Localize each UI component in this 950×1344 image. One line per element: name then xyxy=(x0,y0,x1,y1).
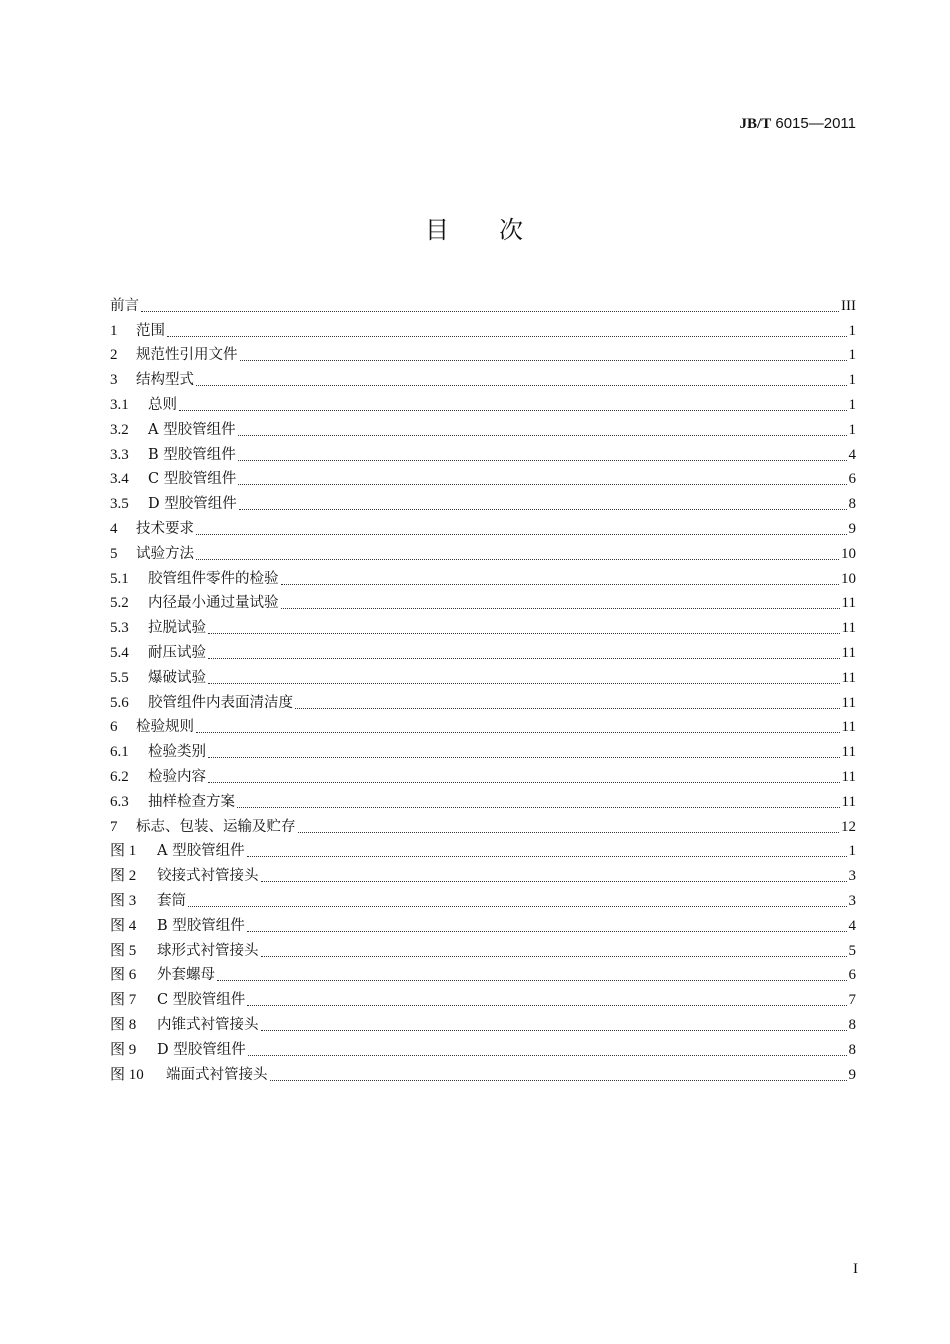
toc-entry-page: 11 xyxy=(841,793,856,810)
toc-entry-label: 抽样检查方案 xyxy=(148,793,235,810)
toc-leader-dots xyxy=(208,743,840,758)
toc-entry-page: 1 xyxy=(848,372,856,389)
toc-entry-label: 外套螺母 xyxy=(157,967,215,984)
page-number: I xyxy=(853,1261,858,1277)
toc-entry-label: A 型胶管组件 xyxy=(157,843,245,860)
toc-leader-dots xyxy=(261,1016,847,1031)
toc-entry[interactable] xyxy=(110,538,856,563)
toc-entry-page: 1 xyxy=(848,322,856,339)
toc-entry[interactable] xyxy=(110,761,856,786)
toc-entry[interactable] xyxy=(110,1059,856,1084)
toc-entry-page: 1 xyxy=(848,421,856,438)
toc-leader-dots xyxy=(240,346,847,361)
toc-entry-label: 规范性引用文件 xyxy=(136,347,238,364)
toc-entry-label: 胶管组件内表面清洁度 xyxy=(148,694,293,711)
toc-entry-label: 端面式衬管接头 xyxy=(166,1066,268,1083)
toc-entry-page: 3 xyxy=(848,892,856,909)
toc-entry-number: 图 1 xyxy=(110,843,137,860)
toc-entry[interactable] xyxy=(110,637,856,662)
toc-entry-page: 4 xyxy=(848,917,856,934)
toc-entry[interactable] xyxy=(110,935,856,960)
toc-entry-number: 3.1 xyxy=(110,396,129,413)
toc-entry-number: 5.2 xyxy=(110,595,129,612)
toc-entry-label: 套筒 xyxy=(157,892,186,909)
toc-entry[interactable] xyxy=(110,439,856,464)
toc-entry-label: 内径最小通过量试验 xyxy=(148,595,279,612)
toc-leader-dots xyxy=(208,669,840,684)
toc-entry[interactable] xyxy=(110,910,856,935)
toc-entry-page: 4 xyxy=(848,446,856,463)
toc-leader-dots xyxy=(247,991,846,1006)
toc-entry-label: C 型胶管组件 xyxy=(157,992,246,1009)
toc-entry-page: 10 xyxy=(841,570,856,587)
toc-entry-number: 3.5 xyxy=(110,496,129,513)
toc-leader-dots xyxy=(237,793,840,808)
toc-entry-page: 8 xyxy=(848,496,856,513)
toc-entry-label: 前言 xyxy=(110,297,139,314)
toc-entry-label: A 型胶管组件 xyxy=(148,421,236,438)
toc-entry-number: 7 xyxy=(110,818,118,835)
toc-entry-number: 5 xyxy=(110,545,118,562)
page-title-part-1: 目 xyxy=(425,216,451,244)
toc-entry-page: 6 xyxy=(848,471,856,488)
toc-leader-dots xyxy=(208,768,840,783)
toc-entry-number: 6.3 xyxy=(110,793,129,810)
toc-entry-label: 检验类别 xyxy=(148,744,206,761)
toc-entry[interactable] xyxy=(110,811,856,836)
toc-leader-dots xyxy=(188,892,847,907)
toc-entry[interactable] xyxy=(110,414,856,439)
toc-leader-dots xyxy=(208,644,840,659)
toc-entry[interactable] xyxy=(110,340,856,365)
toc-entry-number: 图 3 xyxy=(110,892,137,909)
toc-entry-number: 1 xyxy=(110,322,118,339)
toc-leader-dots xyxy=(217,966,847,981)
toc-entry[interactable] xyxy=(110,290,856,315)
toc-leader-dots xyxy=(238,470,846,485)
toc-entry-label: 技术要求 xyxy=(136,520,194,537)
toc-leader-dots xyxy=(298,818,840,833)
toc-entry-label: D 型胶管组件 xyxy=(157,1041,246,1058)
toc-entry-label: 球形式衬管接头 xyxy=(157,942,259,959)
toc-entry[interactable] xyxy=(110,464,856,489)
toc-entry-page: 6 xyxy=(848,967,856,984)
toc-leader-dots xyxy=(208,619,840,634)
toc-entry[interactable] xyxy=(110,687,856,712)
toc-entry-number: 2 xyxy=(110,347,118,364)
toc-leader-dots xyxy=(261,867,847,882)
toc-entry[interactable] xyxy=(110,960,856,985)
toc-entry[interactable] xyxy=(110,860,856,885)
toc-entry-page: III xyxy=(841,297,856,314)
toc-entry-page: 11 xyxy=(841,595,856,612)
toc-entry-page: 8 xyxy=(848,1041,856,1058)
toc-leader-dots xyxy=(247,917,847,932)
toc-entry[interactable] xyxy=(110,513,856,538)
toc-leader-dots xyxy=(196,520,847,535)
toc-entry-number: 图 2 xyxy=(110,868,137,885)
toc-leader-dots xyxy=(281,570,840,585)
toc-entry-label: 拉脱试验 xyxy=(148,620,206,637)
page-title xyxy=(0,215,950,245)
toc-leader-dots xyxy=(261,942,847,957)
toc-entry-label: 爆破试验 xyxy=(148,669,206,686)
toc-entry-number: 4 xyxy=(110,520,118,537)
toc-entry-label: B 型胶管组件 xyxy=(148,446,236,463)
toc-entry[interactable] xyxy=(110,563,856,588)
toc-leader-dots xyxy=(167,322,847,337)
toc-entry[interactable] xyxy=(110,1009,856,1034)
toc-leader-dots xyxy=(281,594,840,609)
toc-leader-dots xyxy=(196,545,839,560)
toc-entry-page: 8 xyxy=(848,1016,856,1033)
table-of-contents xyxy=(110,290,856,1084)
toc-entry-page: 5 xyxy=(848,942,856,959)
toc-entry-label: 结构型式 xyxy=(136,372,194,389)
toc-entry-label: 耐压试验 xyxy=(148,644,206,661)
toc-entry-number: 3 xyxy=(110,372,118,389)
toc-leader-dots xyxy=(239,495,847,510)
toc-entry-number: 图 8 xyxy=(110,1016,137,1033)
toc-leader-dots xyxy=(238,446,847,461)
toc-entry[interactable] xyxy=(110,488,856,513)
toc-entry-number: 5.4 xyxy=(110,644,129,661)
toc-entry[interactable] xyxy=(110,712,856,737)
toc-entry[interactable] xyxy=(110,612,856,637)
toc-entry-number: 图 9 xyxy=(110,1041,137,1058)
toc-entry-number: 图 4 xyxy=(110,917,137,934)
toc-entry-page: 10 xyxy=(841,545,856,562)
toc-leader-dots xyxy=(295,694,840,709)
toc-entry-page: 11 xyxy=(841,719,856,736)
toc-leader-dots xyxy=(179,396,847,411)
toc-leader-dots xyxy=(196,718,840,733)
toc-entry-page: 1 xyxy=(848,347,856,364)
toc-entry-page: 9 xyxy=(848,520,856,537)
toc-entry-page: 11 xyxy=(841,644,856,661)
toc-leader-dots xyxy=(248,1041,847,1056)
toc-entry-label: 内锥式衬管接头 xyxy=(157,1016,259,1033)
toc-entry-label: 胶管组件零件的检验 xyxy=(148,570,279,587)
page-title-part-2: 次 xyxy=(499,216,525,244)
toc-entry-number: 3.2 xyxy=(110,421,129,438)
toc-entry-number: 图 6 xyxy=(110,967,137,984)
toc-entry[interactable] xyxy=(110,786,856,811)
toc-entry-number: 5.1 xyxy=(110,570,129,587)
toc-entry-label: 范围 xyxy=(136,322,165,339)
toc-entry-number: 3.3 xyxy=(110,446,129,463)
toc-entry-label: C 型胶管组件 xyxy=(148,471,237,488)
toc-entry-number: 5.6 xyxy=(110,694,129,711)
standard-code xyxy=(740,115,856,133)
toc-leader-dots xyxy=(247,842,847,857)
toc-entry-label: 检验规则 xyxy=(136,719,194,736)
toc-leader-dots xyxy=(196,371,847,386)
toc-entry-page: 11 xyxy=(841,620,856,637)
standard-code-prefix: JB/T xyxy=(739,116,772,132)
toc-entry[interactable] xyxy=(110,736,856,761)
toc-entry-number: 图 10 xyxy=(110,1066,144,1083)
toc-leader-dots xyxy=(238,421,847,436)
toc-entry-number: 图 5 xyxy=(110,942,137,959)
toc-entry-page: 11 xyxy=(841,744,856,761)
toc-entry-number: 6 xyxy=(110,719,118,736)
toc-entry-label: 标志、包装、运输及贮存 xyxy=(136,818,296,835)
toc-entry-label: 试验方法 xyxy=(136,545,194,562)
toc-entry-label: 总则 xyxy=(148,396,177,413)
toc-entry[interactable] xyxy=(110,315,856,340)
toc-entry-page: 12 xyxy=(841,818,856,835)
standard-code-number: 6015—2011 xyxy=(771,115,856,132)
toc-entry-label: 铰接式衬管接头 xyxy=(157,868,259,885)
toc-entry-number: 图 7 xyxy=(110,992,137,1009)
toc-entry[interactable] xyxy=(110,662,856,687)
toc-entry-number: 6.2 xyxy=(110,768,129,785)
toc-leader-dots xyxy=(141,297,839,312)
toc-entry-number: 6.1 xyxy=(110,744,129,761)
toc-entry-label: D 型胶管组件 xyxy=(148,496,237,513)
toc-entry-page: 7 xyxy=(848,992,856,1009)
toc-entry[interactable] xyxy=(110,364,856,389)
toc-entry-label: 检验内容 xyxy=(148,768,206,785)
toc-entry-number: 3.4 xyxy=(110,471,129,488)
toc-entry-page: 1 xyxy=(848,843,856,860)
toc-entry[interactable] xyxy=(110,588,856,613)
toc-entry-label: B 型胶管组件 xyxy=(157,917,245,934)
toc-entry-number: 5.3 xyxy=(110,620,129,637)
toc-entry-page: 11 xyxy=(841,694,856,711)
toc-entry-page: 3 xyxy=(848,868,856,885)
toc-entry-page: 11 xyxy=(841,768,856,785)
toc-entry-page: 11 xyxy=(841,669,856,686)
toc-entry-page: 1 xyxy=(848,396,856,413)
toc-entry-number: 5.5 xyxy=(110,669,129,686)
toc-entry-page: 9 xyxy=(848,1066,856,1083)
toc-entry[interactable] xyxy=(110,836,856,861)
toc-entry[interactable] xyxy=(110,885,856,910)
toc-entry[interactable] xyxy=(110,389,856,414)
toc-leader-dots xyxy=(270,1066,847,1081)
toc-entry[interactable] xyxy=(110,1034,856,1059)
toc-entry[interactable] xyxy=(110,984,856,1009)
